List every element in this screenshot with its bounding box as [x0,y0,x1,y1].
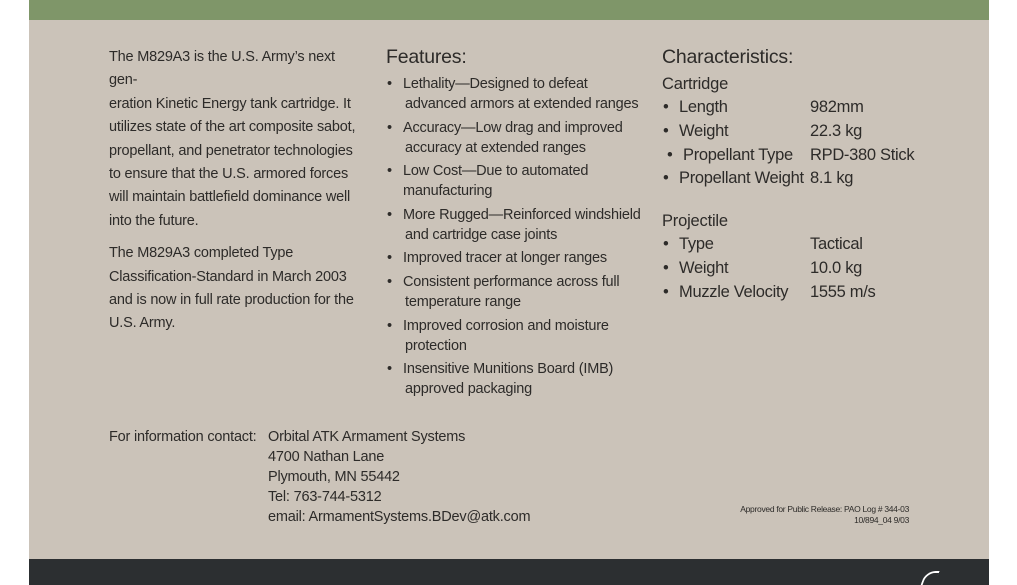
city-state-zip: Plymouth, MN 55442 [268,469,400,485]
text-line: will maintain battlefield dominance well [109,189,351,206]
spec-label: • Muzzle Velocity [679,281,788,305]
feature-item [386,359,646,399]
spec-value: 8.1 kg [810,169,854,188]
text-line: utilizes state of the art composite sabot, [109,119,356,136]
spec-row [662,233,952,257]
top-green-band [29,0,989,20]
text-line: The M829A3 completed Type [109,245,294,262]
spec-label: • Weight [679,257,728,281]
spec-row [662,96,952,120]
cartridge-specs [662,96,952,191]
contact-address [268,427,568,527]
text-line: propellant, and penetrator technologies [109,142,353,159]
bottom-dark-band [29,559,989,585]
feature-line: Improved corrosion and moisture [403,317,609,334]
feature-line: More Rugged—Reinforced windshield [403,206,641,223]
approval-text: Approved for Public Release: PAO Log # 344-03 [740,504,909,514]
feature-item [386,118,646,158]
spec-row [662,120,952,144]
spec-value: Tactical [810,235,863,254]
feature-line: and cartridge case joints [405,226,558,243]
spec-row [662,167,952,191]
spec-label: • Weight [679,120,728,144]
text-line: eration Kinetic Energy tank cartridge. It [109,95,351,112]
intro-paragraph-2 [109,242,359,336]
feature-line: Accuracy—Low drag and improved [403,119,623,136]
features-heading: Features: [386,46,467,68]
characteristics-section [662,45,952,305]
spec-row [662,257,952,281]
spec-label: • Propellant Weight [679,167,804,191]
spec-row [662,281,952,305]
text-line: Classification-Standard in March 2003 [109,268,347,285]
email-address: email: ArmamentSystems.BDev@atk.com [268,509,531,525]
street-address: 4700 Nathan Lane [268,449,385,465]
feature-item [386,272,646,312]
document-code: 10/894_04 9/03 [854,515,909,525]
spec-label: • Type [679,233,714,257]
contact-label: For information contact: [109,429,257,445]
projectile-specs [662,233,952,304]
text-line: The M829A3 is the U.S. Army’s next gen- [109,49,335,89]
feature-line: approved packaging [405,381,532,398]
feature-line: manufacturing [403,183,493,200]
datasheet-page [29,0,989,585]
feature-line: Lethality—Designed to defeat [403,76,588,92]
features-list [386,74,646,399]
projectile-subheading: Projectile [662,212,728,231]
text-line: to ensure that the U.S. armored forces [109,166,349,183]
feature-line: advanced armors at extended ranges [405,96,639,112]
text-line: into the future. [109,212,199,229]
feature-line: temperature range [405,293,521,310]
feature-line: Low Cost—Due to automated [403,163,589,180]
spec-value: 982mm [810,98,864,116]
telephone: Tel: 763-744-5312 [268,489,382,505]
feature-item [386,248,646,268]
intro-paragraph-1 [109,46,359,233]
spec-value: 22.3 kg [810,121,863,140]
feature-item [386,161,646,201]
feature-line: Improved tracer at longer ranges [403,250,607,267]
feature-item [386,316,646,356]
spec-label: • Length [679,96,728,120]
spec-value: RPD-380 Stick [810,145,915,164]
features-section [386,45,646,403]
spec-label: • Propellant Type [683,144,793,168]
cartridge-subheading: Cartridge [662,75,729,93]
feature-item [386,74,646,114]
company-name: Orbital ATK Armament Systems [268,429,466,445]
release-approval [740,504,909,526]
characteristics-heading: Characteristics: [662,46,794,68]
feature-line: accuracy at extended ranges [405,139,586,156]
feature-line: Insensitive Munitions Board (IMB) [403,361,614,378]
feature-line: Consistent performance across full [403,273,620,290]
spec-value: 10.0 kg [810,258,863,277]
text-line: U.S. Army. [109,315,176,332]
feature-item [386,205,646,245]
intro-text [109,46,359,345]
spec-value: 1555 m/s [810,282,876,301]
spec-row [662,144,952,168]
feature-line: protection [405,337,467,354]
text-line: and is now in full rate production for the [109,292,354,309]
